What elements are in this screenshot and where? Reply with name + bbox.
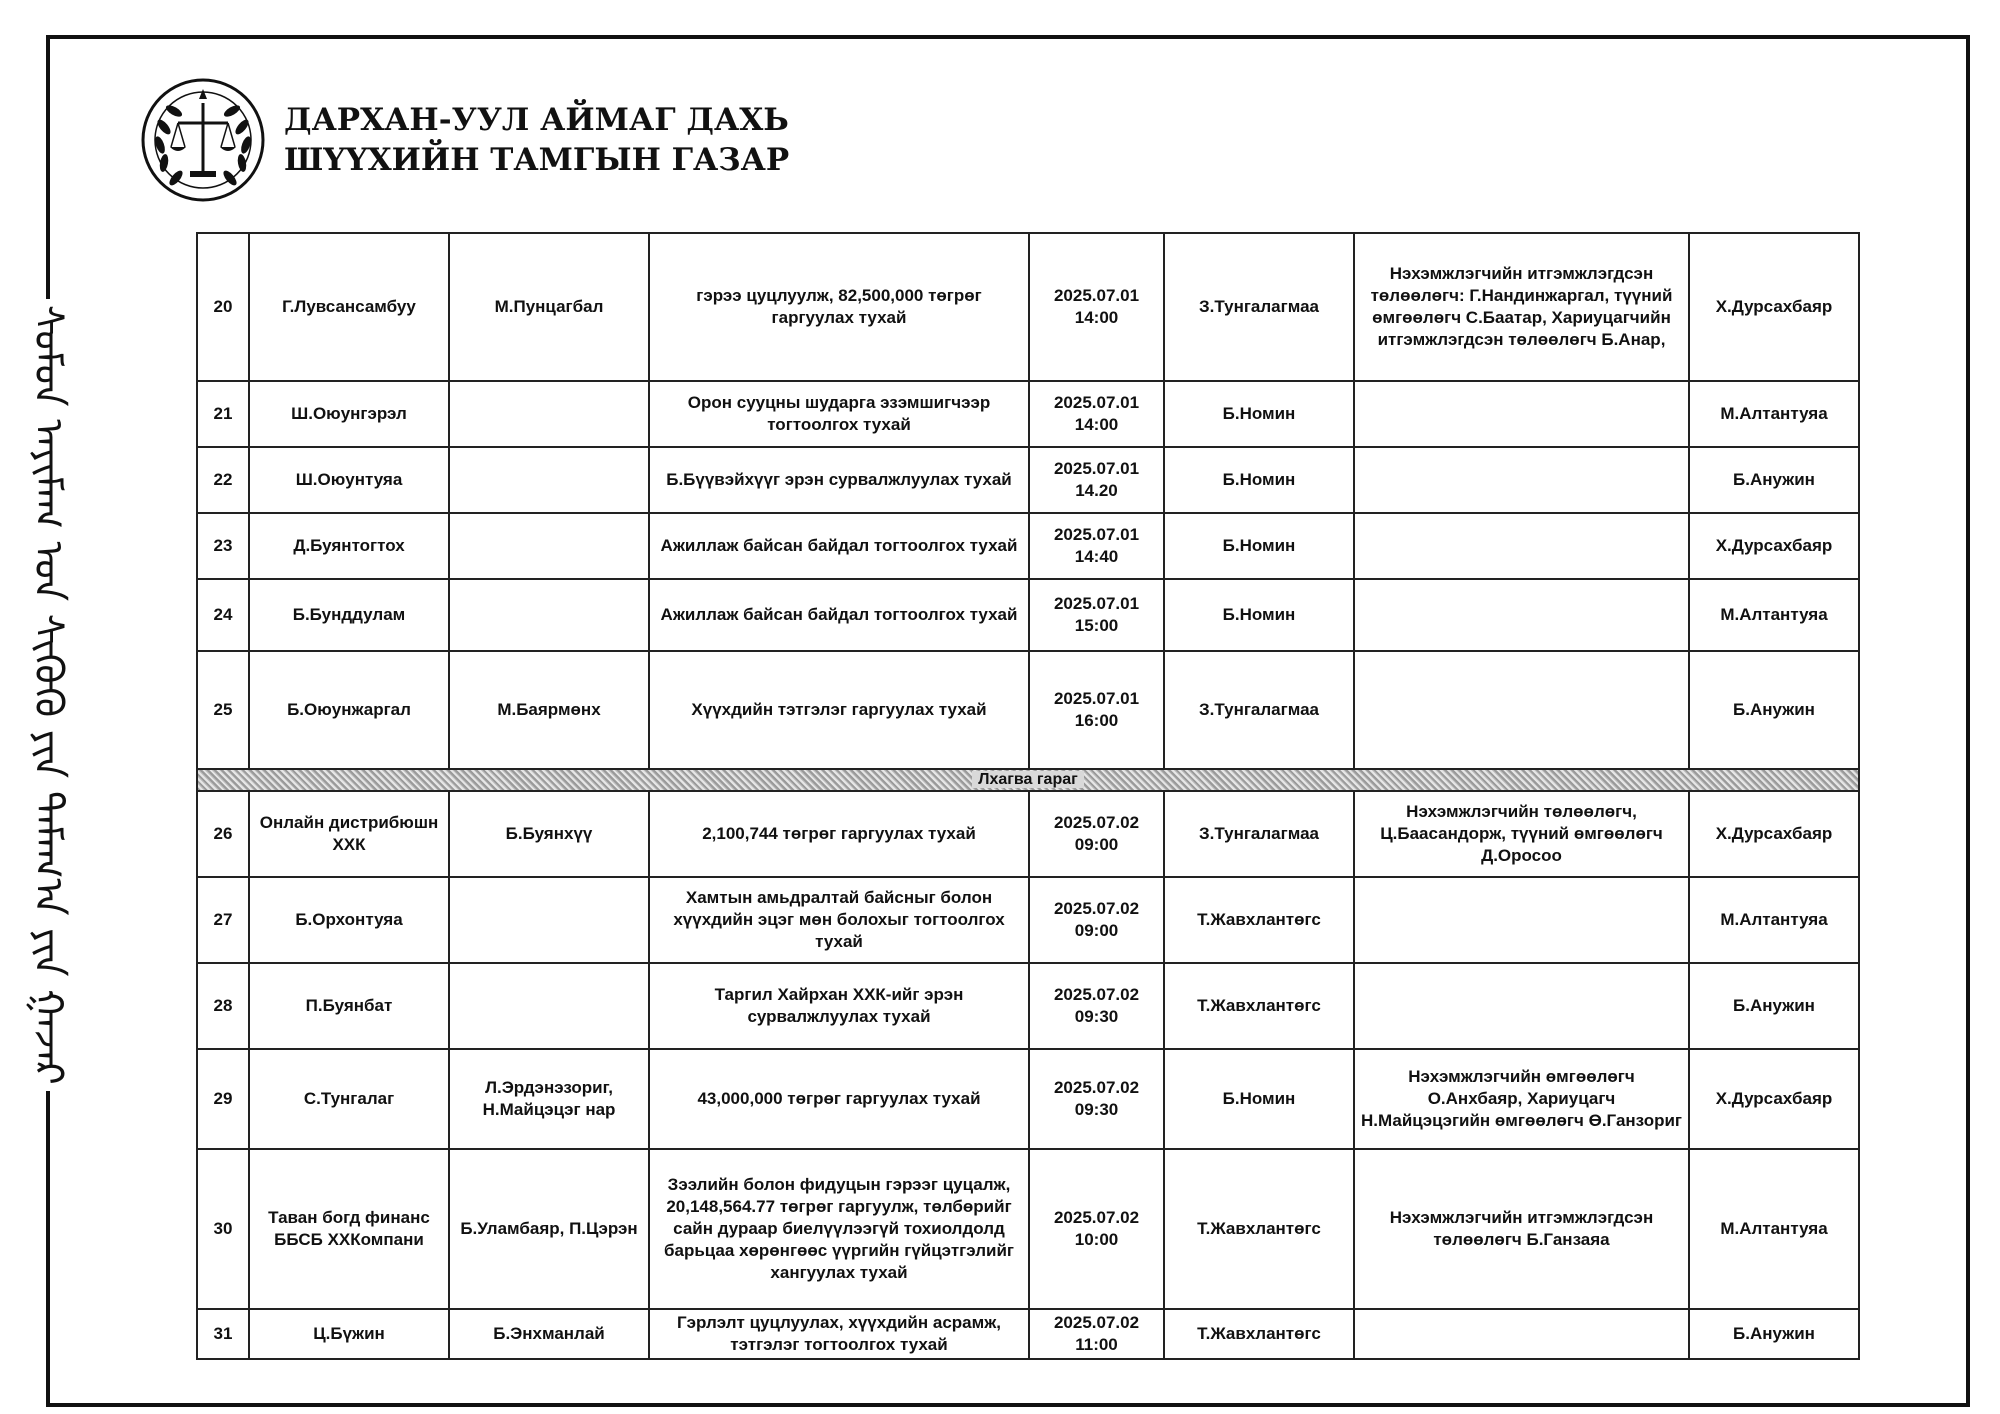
cell-plaintiff: С.Тунгалаг: [249, 1049, 449, 1149]
cell-secretary: М.Алтантуяа: [1689, 1149, 1859, 1309]
table-row: [197, 963, 1859, 1049]
cell-secretary: Б.Анужин: [1689, 651, 1859, 769]
cell-participants: Нэхэмжлэгчийн өмгөөлөгч О.Анхбаяр, Хариуцагч Н.Майцэцэгийн өмгөөлөгч Ө.Ганзориг: [1354, 1049, 1689, 1149]
table-row: [197, 579, 1859, 651]
cell-judge: З.Тунгалагмаа: [1164, 651, 1354, 769]
cell-plaintiff: Ц.Бүжин: [249, 1309, 449, 1359]
cell-plaintiff: Д.Буянтогтох: [249, 513, 449, 579]
cell-datetime: 2025.07.01 14.20: [1029, 447, 1164, 513]
cell-num: 31: [197, 1309, 249, 1359]
cell-datetime: 2025.07.02 09:00: [1029, 877, 1164, 963]
table-row: [197, 651, 1859, 769]
cell-defendant: Б.Уламбаяр, П.Цэрэн: [449, 1149, 649, 1309]
cell-datetime: 2025.07.02 09:30: [1029, 963, 1164, 1049]
cell-claim: Хүүхдийн тэтгэлэг гаргуулах тухай: [649, 651, 1029, 769]
org-name-line-2: ШҮҮХИЙН ТАМГЫН ГАЗАР: [284, 142, 790, 178]
cell-participants: [1354, 447, 1689, 513]
cell-judge: Т.Жавхлантөгс: [1164, 963, 1354, 1049]
cell-claim: Таргил Хайрхан ХХК-ийг эрэн сурвалжлуулах тухай: [649, 963, 1029, 1049]
cell-secretary: Х.Дурсахбаяр: [1689, 513, 1859, 579]
day-section-cell: [197, 769, 1859, 791]
court-emblem-icon: [138, 75, 268, 205]
cell-claim: Ажиллаж байсан байдал тогтоолгох тухай: [649, 579, 1029, 651]
cell-num: 30: [197, 1149, 249, 1309]
cell-num: 27: [197, 877, 249, 963]
table-row: [197, 791, 1859, 877]
cell-participants: [1354, 381, 1689, 447]
document-header: [138, 70, 789, 210]
cell-defendant: [449, 877, 649, 963]
cell-participants: [1354, 963, 1689, 1049]
cell-claim: Хамтын амьдралтай байсныг болон хүүхдийн эцэг мөн болохыг тогтоолгох тухай: [649, 877, 1029, 963]
cell-plaintiff: П.Буянбат: [249, 963, 449, 1049]
cell-secretary: Б.Анужин: [1689, 963, 1859, 1049]
cell-judge: Б.Номин: [1164, 579, 1354, 651]
cell-num: 20: [197, 233, 249, 381]
cell-datetime: 2025.07.02 09:00: [1029, 791, 1164, 877]
cell-secretary: Б.Анужин: [1689, 447, 1859, 513]
cell-participants: [1354, 1309, 1689, 1359]
day-section-label: Лхагва гараг: [972, 771, 1084, 788]
vertical-script-text: [8, 220, 88, 1170]
cell-secretary: Б.Анужин: [1689, 1309, 1859, 1359]
table-row: [197, 1309, 1859, 1359]
cell-secretary: Х.Дурсахбаяр: [1689, 791, 1859, 877]
cell-participants: [1354, 579, 1689, 651]
cell-judge: З.Тунгалагмаа: [1164, 791, 1354, 877]
table-row: [197, 233, 1859, 381]
cell-defendant: М.Пунцагбал: [449, 233, 649, 381]
cell-plaintiff: Ш.Оюунтуяа: [249, 447, 449, 513]
cell-plaintiff: Ш.Оюунгэрэл: [249, 381, 449, 447]
cell-plaintiff: Таван богд финанс ББСБ ХХКомпани: [249, 1149, 449, 1309]
cell-claim: Б.Бүүвэйхүүг эрэн сурвалжлуулах тухай: [649, 447, 1029, 513]
cell-judge: Б.Номин: [1164, 1049, 1354, 1149]
cell-num: 29: [197, 1049, 249, 1149]
cell-datetime: 2025.07.01 14:40: [1029, 513, 1164, 579]
cell-datetime: 2025.07.02 09:30: [1029, 1049, 1164, 1149]
cell-defendant: [449, 513, 649, 579]
org-name-line-1: ДАРХАН-УУЛ АЙМАГ ДАХЬ: [284, 102, 789, 138]
cell-num: 22: [197, 447, 249, 513]
cell-defendant: [449, 381, 649, 447]
table-row: [197, 513, 1859, 579]
cell-claim: 43,000,000 төгрөг гаргуулах тухай: [649, 1049, 1029, 1149]
cell-datetime: 2025.07.01 14:00: [1029, 233, 1164, 381]
mongol-script-line: ᠰᠤᠮᠤᠨ ᠠᠶᠢᠮᠠᠭ ᠤᠨ ᠰᠢᠭᠦᠬᠦ ᠶᠢᠨ ᠲᠠᠮᠠᠭ᠎ᠠ ᠶᠢᠨ ᠭᠠᠵᠠᠷ: [13, 299, 83, 1091]
cell-plaintiff: Б.Бунддулам: [249, 579, 449, 651]
cell-datetime: 2025.07.01 16:00: [1029, 651, 1164, 769]
cell-defendant: Б.Энхманлай: [449, 1309, 649, 1359]
cell-judge: З.Тунгалагмаа: [1164, 233, 1354, 381]
cell-claim: Зээлийн болон фидуцын гэрээг цуцалж, 20,148,564.77 төгрөг гаргуулж, төлбөрийг сайн дураар биелүүлээгүй тохиолдолд барьцаа хөрөнгөөс үүргийн гүйцэтгэлийг хангуулах тухай: [649, 1149, 1029, 1309]
cell-datetime: 2025.07.02 10:00: [1029, 1149, 1164, 1309]
cell-claim: 2,100,744 төгрөг гаргуулах тухай: [649, 791, 1029, 877]
cell-participants: [1354, 513, 1689, 579]
cell-judge: Т.Жавхлантөгс: [1164, 1149, 1354, 1309]
cell-num: 24: [197, 579, 249, 651]
cell-judge: Т.Жавхлантөгс: [1164, 1309, 1354, 1359]
cell-participants: [1354, 651, 1689, 769]
cell-judge: Т.Жавхлантөгс: [1164, 877, 1354, 963]
table-row: [197, 447, 1859, 513]
day-section-row: [197, 769, 1859, 791]
cell-secretary: Х.Дурсахбаяр: [1689, 233, 1859, 381]
cell-claim: Гэрлэлт цуцлуулах, хүүхдийн асрамж, тэтгэлэг тогтоолгох тухай: [649, 1309, 1029, 1359]
cell-participants: Нэхэмжлэгчийн төлөөлөгч, Ц.Баасандорж, түүний өмгөөлөгч Д.Оросоо: [1354, 791, 1689, 877]
cell-claim: Орон сууцны шударга эзэмшигчээр тогтоолгох тухай: [649, 381, 1029, 447]
cell-datetime: 2025.07.02 11:00: [1029, 1309, 1164, 1359]
table-row: [197, 1049, 1859, 1149]
table-row: [197, 381, 1859, 447]
cell-num: 26: [197, 791, 249, 877]
cell-num: 28: [197, 963, 249, 1049]
cell-defendant: [449, 579, 649, 651]
cell-plaintiff: Б.Оюунжаргал: [249, 651, 449, 769]
cell-num: 25: [197, 651, 249, 769]
cell-secretary: М.Алтантуяа: [1689, 381, 1859, 447]
cell-participants: Нэхэмжлэгчийн итгэмжлэгдсэн төлөөлөгч: Г.Нандинжаргал, түүний өмгөөлөгч С.Баатар, Хариуцагчийн итгэмжлэгдсэн төлөөлөгч Б.Анар,: [1354, 233, 1689, 381]
cell-defendant: [449, 447, 649, 513]
cell-secretary: М.Алтантуяа: [1689, 579, 1859, 651]
cell-defendant: М.Баярмөнх: [449, 651, 649, 769]
cell-defendant: [449, 963, 649, 1049]
cell-participants: Нэхэмжлэгчийн итгэмжлэгдсэн төлөөлөгч Б.Ганзаяа: [1354, 1149, 1689, 1309]
table-row: [197, 1149, 1859, 1309]
organization-name: [284, 100, 789, 180]
hearing-schedule-table: [196, 232, 1860, 1360]
cell-num: 21: [197, 381, 249, 447]
cell-secretary: М.Алтантуяа: [1689, 877, 1859, 963]
cell-judge: Б.Номин: [1164, 381, 1354, 447]
cell-claim: Ажиллаж байсан байдал тогтоолгох тухай: [649, 513, 1029, 579]
cell-participants: [1354, 877, 1689, 963]
cell-datetime: 2025.07.01 14:00: [1029, 381, 1164, 447]
cell-plaintiff: Г.Лувсансамбуу: [249, 233, 449, 381]
cell-num: 23: [197, 513, 249, 579]
cell-secretary: Х.Дурсахбаяр: [1689, 1049, 1859, 1149]
table-row: [197, 877, 1859, 963]
cell-judge: Б.Номин: [1164, 513, 1354, 579]
cell-datetime: 2025.07.01 15:00: [1029, 579, 1164, 651]
cell-plaintiff: Б.Орхонтуяа: [249, 877, 449, 963]
cell-claim: гэрээ цуцлуулж, 82,500,000 төгрөг гаргуулах тухай: [649, 233, 1029, 381]
cell-defendant: Б.Буянхүү: [449, 791, 649, 877]
cell-defendant: Л.Эрдэнэзориг, Н.Майцэцэг нар: [449, 1049, 649, 1149]
cell-judge: Б.Номин: [1164, 447, 1354, 513]
cell-plaintiff: Онлайн дистрибюшн ХХК: [249, 791, 449, 877]
